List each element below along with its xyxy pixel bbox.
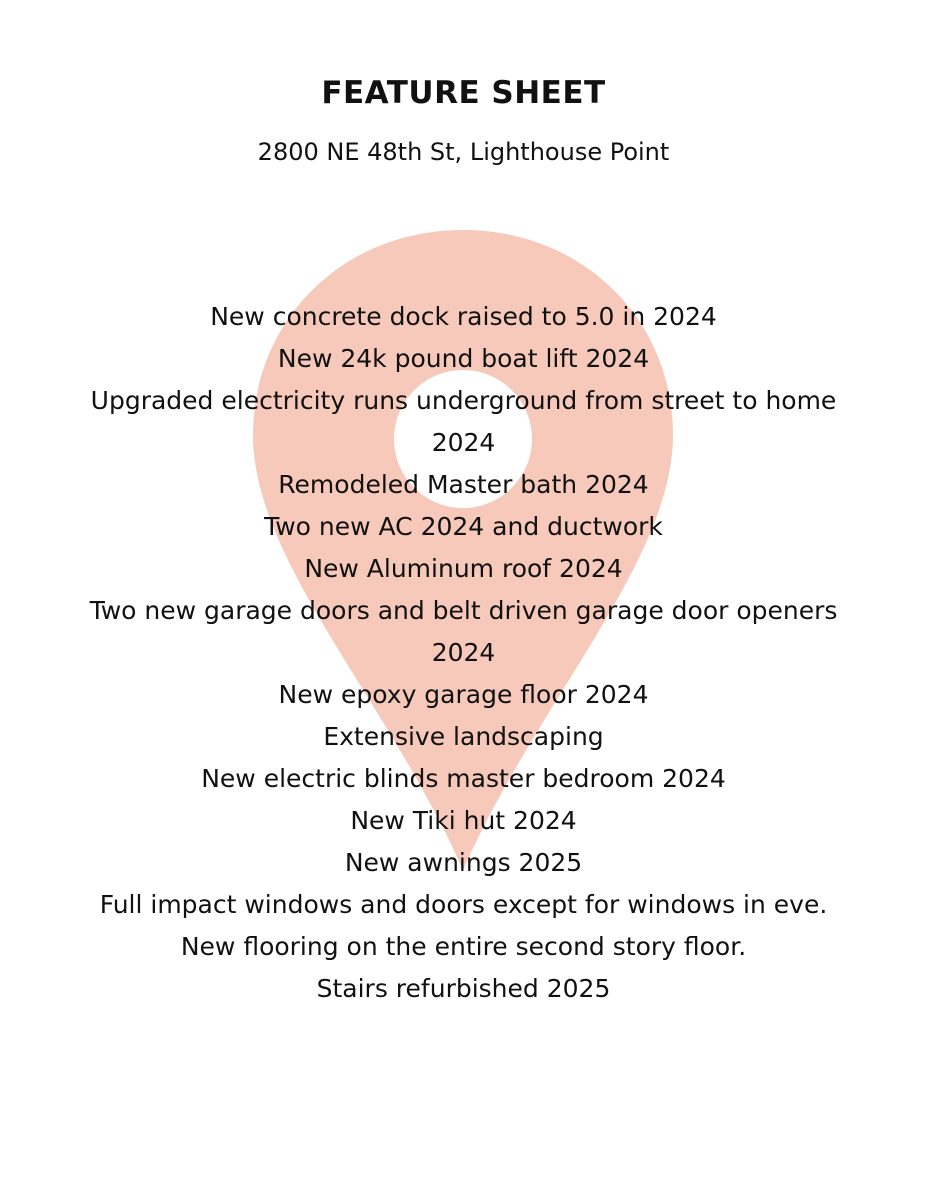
feature-item: Upgraded electricity runs underground from street to home [90,386,837,415]
page-title: FEATURE SHEET [321,75,606,111]
feature-item: Stairs refurbished 2025 [316,974,611,1003]
feature-item: Remodeled Master bath 2024 [278,470,649,499]
feature-item: Full impact windows and doors except for windows in eve. [99,890,828,919]
feature-item: Two new garage doors and belt driven garage door openers [89,596,838,625]
feature-item: New electric blinds master bedroom 2024 [201,764,726,793]
feature-item: 2024 [431,638,496,667]
feature-item: New Aluminum roof 2024 [304,554,623,583]
feature-item: Extensive landscaping [323,722,604,751]
feature-item: New 24k pound boat lift 2024 [277,344,650,373]
feature-item: New Tiki hut 2024 [350,806,577,835]
property-address: 2800 NE 48th St, Lighthouse Point [257,138,670,166]
feature-item: Two new AC 2024 and ductwork [264,512,663,541]
feature-item: 2024 [431,428,496,457]
feature-item: New epoxy garage floor 2024 [278,680,649,709]
feature-list [28,296,899,1010]
feature-item: New concrete dock raised to 5.0 in 2024 [210,302,717,331]
feature-item: New awnings 2025 [344,848,583,877]
feature-item: New flooring on the entire second story floor. [180,932,747,961]
